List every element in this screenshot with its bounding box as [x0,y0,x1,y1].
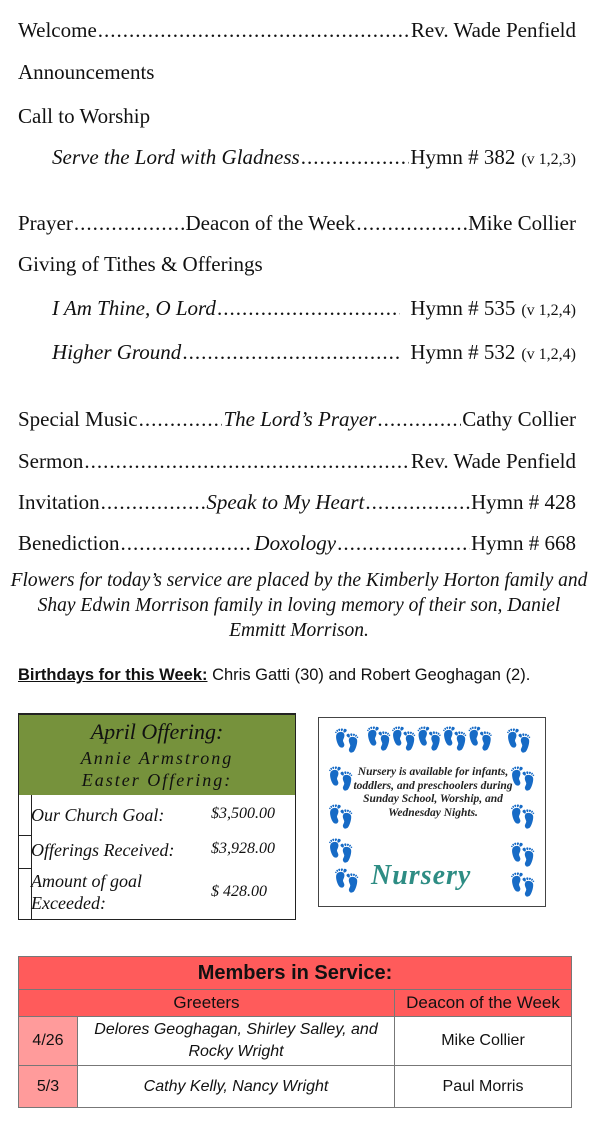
birthdays-label: Birthdays for this Week: [18,666,208,684]
exceeded-label-line-2: Exceeded: [31,893,106,913]
footprints-icon: 👣 [509,766,537,791]
announcements-line [18,60,576,85]
footprints-icon: 👣 [327,766,355,791]
deacon-cell: Mike Collier [395,1017,572,1066]
announcements-label: Announcements [18,60,155,84]
hymn-title: Serve the Lord with Gladness [52,145,300,169]
call-to-worship-line [18,104,576,129]
special-music-line [18,407,576,432]
call-to-worship-label: Call to Worship [18,104,151,128]
offering-subtitle-line-2: Easter Offering: [81,770,233,790]
flowers-note: Flowers for today’s service are placed by the Kimberly Horton family and Shay Edwin Morrison family in loving memory of their son, Daniel Emmitt Morrison. [10,570,588,641]
service-date: 5/3 [19,1066,78,1108]
benediction-line [18,531,576,556]
leader-dots [74,211,185,236]
hymn-line-1 [52,145,576,170]
leader-dots [139,407,223,432]
leader-dots [120,531,253,556]
prayer-label: Prayer [18,211,73,235]
footprints-icon: 👣👣👣👣👣 [365,726,492,751]
benediction-title: Doxology [254,531,337,555]
nursery-text: Nursery is available for infants, toddlers, and preschoolers during Sunday School, Worship, and Wednesday Nights. [353,766,513,819]
leader-dots [182,340,400,365]
nursery-card [318,717,546,907]
row-divider [19,835,31,836]
offering-header [19,715,295,795]
goal-label: Our Church Goal: [31,805,165,825]
leader-dots [84,449,410,474]
birthdays-line [18,666,530,685]
invitation-hymn: Hymn # 428 [471,490,577,514]
hymn-verses: (v 1,2,4) [521,302,576,319]
leader-dots [217,296,400,321]
deacon-cell: Paul Morris [395,1066,572,1108]
prayer-leader: Mike Collier [468,211,576,235]
sermon-leader: Rev. Wade Penfield [410,449,576,473]
exceeded-label [31,870,142,914]
deacon-column-header: Deacon of the Week [395,990,572,1017]
offering-box [18,713,296,920]
offering-subtitle [19,747,295,791]
invitation-title: Speak to My Heart [206,490,365,514]
leader-dots [377,407,461,432]
sermon-line [18,449,576,474]
offering-title: April Offering: [90,719,224,744]
hymn-verses: (v 1,2,4) [521,346,576,363]
special-music-label: Special Music [18,407,138,431]
table-row [19,1066,572,1108]
sermon-label: Sermon [18,449,84,473]
footprints-icon: 👣 [509,842,537,867]
footprints-icon: 👣 [327,804,355,829]
hymn-title: Higher Ground [52,340,182,364]
footprints-icon: 👣 [333,868,361,893]
footprints-icon: 👣 [333,728,363,753]
service-date: 4/26 [19,1017,78,1066]
invitation-line [18,490,576,515]
hymn-line-2 [52,296,576,321]
welcome-label: Welcome [18,18,97,42]
greeters-cell: Cathy Kelly, Nancy Wright [78,1066,395,1108]
birthdays-text: Chris Gatti (30) and Robert Geoghagan (2). [207,666,531,684]
benediction-hymn: Hymn # 668 [471,531,577,555]
prayer-middle: Deacon of the Week [185,211,356,235]
leader-dots [356,211,467,236]
welcome-leader: Rev. Wade Penfield [410,18,576,42]
exceeded-value: $ 428.00 [211,883,267,900]
offering-subtitle-line-1: Annie Armstrong [80,748,234,768]
leader-dots [98,18,410,43]
benediction-label: Benediction [18,531,120,555]
greeters-column-header: Greeters [19,990,395,1017]
invitation-label: Invitation [18,490,100,514]
leader-dots [337,531,470,556]
exceeded-label-line-1: Amount of goal [31,871,142,891]
received-value: $3,928.00 [211,840,275,857]
leader-dots [301,145,410,170]
giving-line [18,252,576,277]
hymn-number: Hymn # 535 [410,296,516,320]
footprints-icon: 👣 [509,872,537,897]
footprints-icon: 👣 [505,728,533,753]
members-title: Members in Service: [19,957,572,990]
leader-dots [365,490,470,515]
footprints-icon: 👣 [327,838,355,863]
hymn-number: Hymn # 532 [410,340,516,364]
hymn-number: Hymn # 382 [410,145,516,169]
hymn-line-3 [52,340,576,365]
footprints-icon: 👣 [509,804,537,829]
goal-value: $3,500.00 [211,805,275,822]
prayer-line [18,211,576,236]
giving-label: Giving of Tithes & Offerings [18,252,263,276]
special-music-performer: Cathy Collier [462,407,577,431]
greeters-cell: Delores Geoghagan, Shirley Salley, and Rocky Wright [78,1017,395,1066]
hymn-title: I Am Thine, O Lord [52,296,216,320]
nursery-logo: Nursery [371,860,472,891]
table-row [19,1017,572,1066]
received-label: Offerings Received: [31,840,175,860]
leader-dots [101,490,206,515]
special-music-title: The Lord’s Prayer [223,407,377,431]
hymn-verses: (v 1,2,3) [521,151,576,168]
row-divider [19,868,31,869]
welcome-line [18,18,576,43]
members-table [18,956,572,1108]
